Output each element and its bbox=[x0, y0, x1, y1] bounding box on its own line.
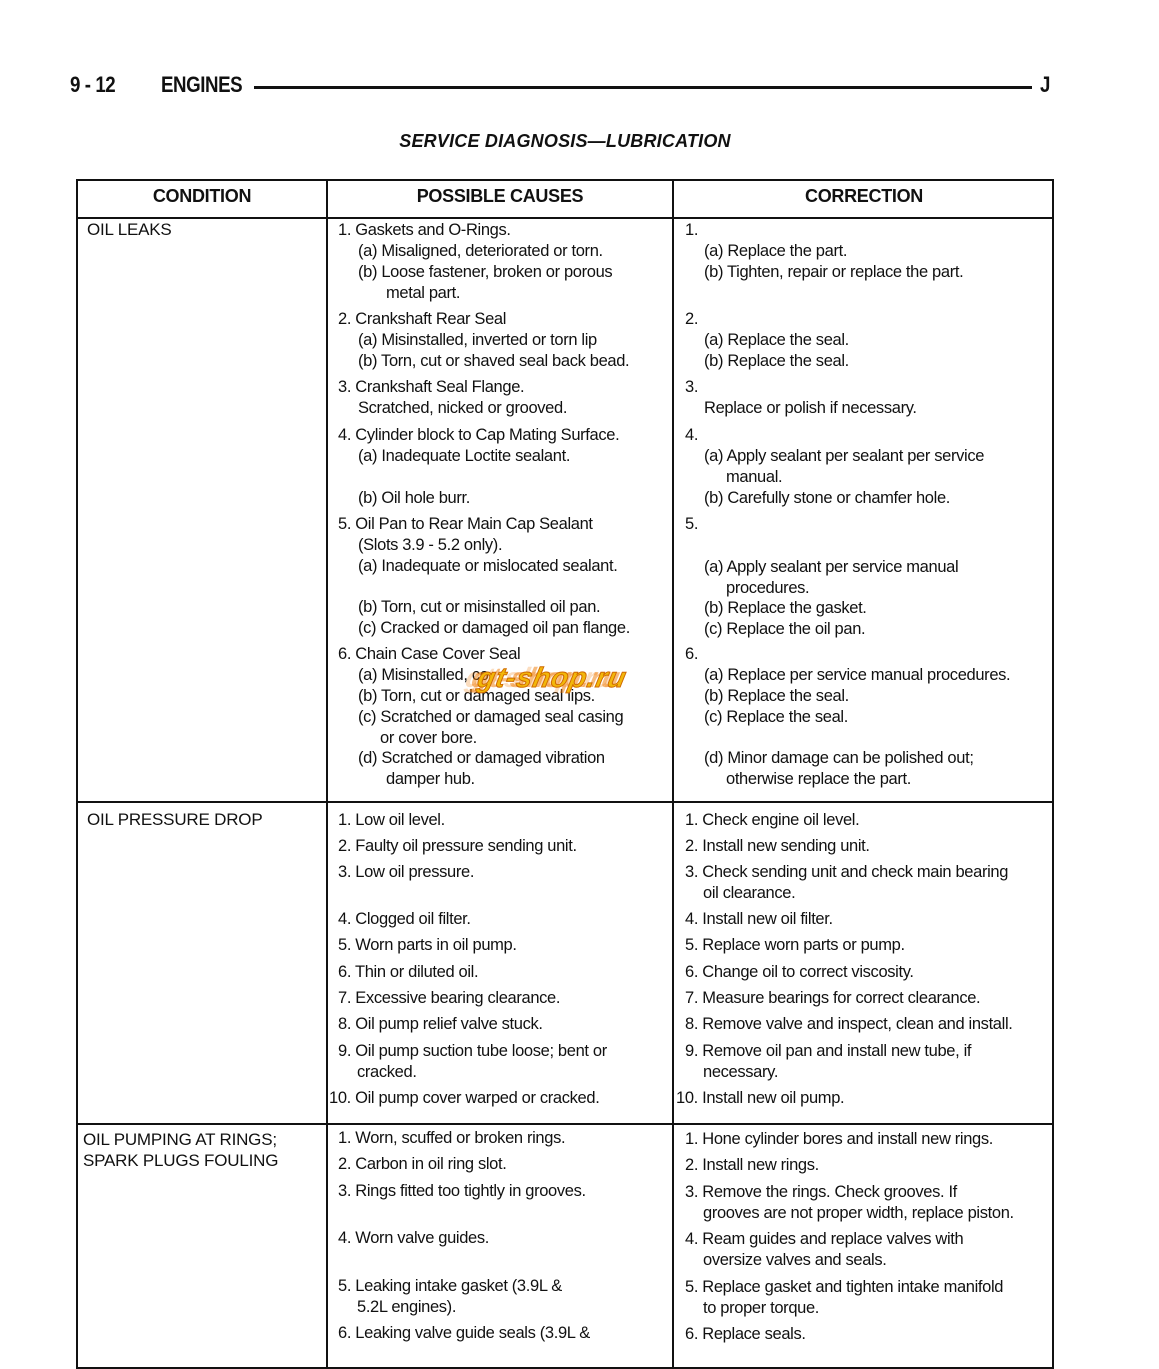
cause-line: damper hub. bbox=[386, 770, 475, 788]
cause-line: (b) Torn, cut or misinstalled oil pan. bbox=[358, 598, 601, 616]
cause-line: 5. Leaking intake gasket (3.9L & bbox=[338, 1277, 562, 1295]
correction-line: oversize valves and seals. bbox=[703, 1251, 887, 1269]
correction-line: necessary. bbox=[703, 1063, 779, 1081]
column-header-condition: CONDITION bbox=[152, 186, 252, 206]
correction-line: 6. Change oil to correct viscosity. bbox=[685, 963, 914, 981]
correction-line: 9. Remove oil pan and install new tube, if bbox=[685, 1042, 972, 1060]
correction-line: otherwise replace the part. bbox=[726, 770, 911, 788]
condition-text: OIL PUMPING AT RINGS; bbox=[83, 1130, 277, 1149]
cause-line: (a) Inadequate or mislocated sealant. bbox=[358, 557, 618, 575]
correction-line: (a) Apply sealant per sealant per service bbox=[704, 447, 985, 465]
cause-line: 9. Oil pump suction tube loose; bent or bbox=[338, 1042, 607, 1060]
cause-line: (b) Torn, cut or shaved seal back bead. bbox=[358, 352, 630, 370]
correction-line: 8. Remove valve and inspect, clean and install. bbox=[685, 1015, 1013, 1033]
cause-line: (b) Loose fastener, broken or porous bbox=[358, 263, 613, 281]
correction-line: 1. bbox=[685, 221, 699, 239]
correction-line: 6. Replace seals. bbox=[685, 1325, 806, 1343]
column-header-possible-causes: POSSIBLE CAUSES bbox=[416, 186, 584, 206]
cause-line: 6. Leaking valve guide seals (3.9L & bbox=[338, 1324, 590, 1342]
correction-line: (b) Replace the seal. bbox=[704, 687, 849, 705]
correction-line: 2. Install new rings. bbox=[685, 1156, 819, 1174]
cause-line: 5. Oil Pan to Rear Main Cap Sealant bbox=[338, 515, 593, 533]
correction-line: 4. bbox=[685, 426, 699, 444]
cause-line: (c) Scratched or damaged seal casing bbox=[358, 708, 624, 726]
correction-line: 1. Hone cylinder bores and install new rings. bbox=[685, 1130, 994, 1148]
edition-letter: J bbox=[1040, 72, 1050, 97]
cause-line: (a) Misaligned, deteriorated or torn. bbox=[358, 242, 603, 260]
cause-line: 4. Worn valve guides. bbox=[338, 1229, 490, 1247]
cause-line: 3. Crankshaft Seal Flange. bbox=[338, 378, 525, 396]
correction-line: 5. Replace gasket and tighten intake manifold bbox=[685, 1278, 1004, 1296]
cause-line: 4. Cylinder block to Cap Mating Surface. bbox=[338, 426, 620, 444]
cause-line: (a) Misinstalled, inverted or torn lip bbox=[358, 331, 597, 349]
correction-line: oil clearance. bbox=[703, 884, 796, 902]
column-header-correction: CORRECTION bbox=[805, 186, 923, 206]
cause-line: 2. Faulty oil pressure sending unit. bbox=[338, 837, 577, 855]
correction-line: 3. Check sending unit and check main bearing bbox=[685, 863, 1009, 881]
correction-line: 5. Replace worn parts or pump. bbox=[685, 936, 905, 954]
correction-line: procedures. bbox=[726, 579, 810, 597]
cause-line: 3. Low oil pressure. bbox=[338, 863, 475, 881]
correction-line: (b) Replace the seal. bbox=[704, 352, 849, 370]
correction-line: 4. Install new oil filter. bbox=[685, 910, 833, 928]
cause-line: 6. Chain Case Cover Seal bbox=[338, 645, 521, 663]
correction-line: (b) Carefully stone or chamfer hole. bbox=[704, 489, 951, 507]
cause-line: 1. Gaskets and O-Rings. bbox=[338, 221, 511, 239]
correction-line: to proper torque. bbox=[703, 1299, 820, 1317]
column-divider bbox=[672, 181, 674, 1367]
correction-line: 2. bbox=[685, 310, 699, 328]
correction-line: (b) Tighten, repair or replace the part. bbox=[704, 263, 964, 281]
correction-line: (d) Minor damage can be polished out; bbox=[704, 749, 974, 767]
section-title: ENGINES bbox=[161, 72, 243, 97]
cause-line: (b) Oil hole burr. bbox=[358, 489, 470, 507]
correction-line: 5. bbox=[685, 515, 699, 533]
cause-line: 2. Carbon in oil ring slot. bbox=[338, 1155, 507, 1173]
cause-line: 1. Worn, scuffed or broken rings. bbox=[338, 1129, 566, 1147]
correction-line: (a) Replace per service manual procedures. bbox=[704, 666, 1011, 684]
correction-line: 4. Ream guides and replace valves with bbox=[685, 1230, 964, 1248]
cause-line: 4. Clogged oil filter. bbox=[338, 910, 471, 928]
correction-line: 3. bbox=[685, 378, 699, 396]
header-divider bbox=[78, 217, 1052, 219]
correction-line: (b) Replace the gasket. bbox=[704, 599, 867, 617]
header-rule bbox=[254, 86, 1032, 89]
cause-line: 5.2L engines). bbox=[357, 1298, 457, 1316]
correction-line: 3. Remove the rings. Check grooves. If bbox=[685, 1183, 957, 1201]
correction-line: Replace or polish if necessary. bbox=[704, 399, 917, 417]
cause-line: cracked. bbox=[357, 1063, 417, 1081]
cause-line: 5. Worn parts in oil pump. bbox=[338, 936, 517, 954]
cause-line: 10. Oil pump cover warped or cracked. bbox=[329, 1089, 600, 1107]
cause-line: (Slots 3.9 - 5.2 only). bbox=[358, 536, 503, 554]
cause-line: 3. Rings fitted too tightly in grooves. bbox=[338, 1182, 586, 1200]
watermark-logo: gt-shop.ru bbox=[474, 662, 630, 693]
correction-line: 10. Install new oil pump. bbox=[676, 1089, 845, 1107]
page-number: 9 - 12 bbox=[70, 72, 116, 97]
correction-line: 2. Install new sending unit. bbox=[685, 837, 870, 855]
page-title: SERVICE DIAGNOSIS—LUBRICATION bbox=[399, 131, 731, 151]
cause-line: (a) Misinstalled, co bbox=[358, 666, 489, 684]
correction-line: (a) Replace the seal. bbox=[704, 331, 849, 349]
correction-line: (c) Replace the seal. bbox=[704, 708, 848, 726]
condition-text: SPARK PLUGS FOULING bbox=[83, 1151, 279, 1170]
cause-line: 1. Low oil level. bbox=[338, 811, 445, 829]
correction-line: 7. Measure bearings for correct clearance. bbox=[685, 989, 981, 1007]
cause-line: (d) Scratched or damaged vibration bbox=[358, 749, 605, 767]
cause-line: (b) Torn, cut or damaged seal lips. bbox=[358, 687, 595, 705]
row-divider bbox=[78, 1123, 1052, 1125]
cause-line: 6. Thin or diluted oil. bbox=[338, 963, 479, 981]
column-divider bbox=[326, 181, 328, 1367]
cause-line: (a) Inadequate Loctite sealant. bbox=[358, 447, 571, 465]
cause-line: (c) Cracked or damaged oil pan flange. bbox=[358, 619, 630, 637]
cause-line: 2. Crankshaft Rear Seal bbox=[338, 310, 507, 328]
row-divider bbox=[78, 801, 1052, 803]
correction-line: 6. bbox=[685, 645, 699, 663]
cause-line: or cover bore. bbox=[380, 729, 477, 747]
cause-line: metal part. bbox=[386, 284, 461, 302]
correction-line: (a) Apply sealant per service manual bbox=[704, 558, 959, 576]
cause-line: 7. Excessive bearing clearance. bbox=[338, 989, 561, 1007]
correction-line: (c) Replace the oil pan. bbox=[704, 620, 866, 638]
condition-text: OIL PRESSURE DROP bbox=[87, 810, 263, 829]
condition-text: OIL LEAKS bbox=[87, 220, 172, 239]
correction-line: 1. Check engine oil level. bbox=[685, 811, 860, 829]
cause-line: Scratched, nicked or grooved. bbox=[358, 399, 568, 417]
correction-line: manual. bbox=[726, 468, 783, 486]
correction-line: grooves are not proper width, replace piston. bbox=[703, 1204, 1014, 1222]
cause-line: 8. Oil pump relief valve stuck. bbox=[338, 1015, 543, 1033]
correction-line: (a) Replace the part. bbox=[704, 242, 848, 260]
